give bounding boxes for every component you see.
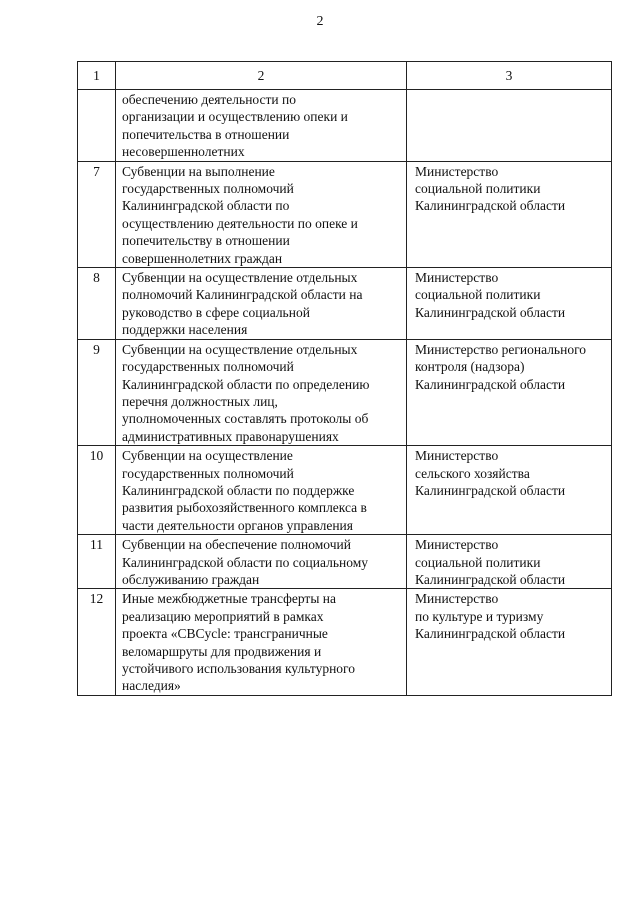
description-line: Субвенции на осуществление отдельных	[122, 270, 358, 286]
table-row	[78, 589, 612, 695]
row-number: 10	[78, 446, 116, 535]
row-number: 12	[78, 589, 116, 695]
ministry-line: социальной политики	[415, 554, 541, 570]
ministry-cell	[407, 446, 612, 535]
description-line: Субвенции на выполнение	[122, 163, 275, 179]
ministry-line: Калининградской области	[415, 482, 566, 498]
description-line: несовершеннолетних	[122, 144, 245, 160]
description-line: перечня должностных лиц,	[122, 393, 278, 409]
subsidy-description	[116, 446, 407, 535]
ministry-line: Министерство регионального	[415, 341, 587, 357]
description-line: совершеннолетних граждан	[122, 250, 283, 266]
description-line: устойчивого использования культурного	[122, 661, 355, 676]
description-line: попечительства в отношении	[122, 126, 290, 142]
description-line: обслуживанию граждан	[122, 571, 260, 587]
description-line: обеспечению деятельности по	[122, 92, 296, 107]
row-number: 8	[78, 268, 116, 340]
description-line: Иные межбюджетные трансферты на	[122, 591, 336, 607]
description-line: осуществлению деятельности по опеке и	[122, 215, 358, 231]
subsidy-description	[116, 161, 407, 267]
description-line: административных правонарушениях	[122, 428, 339, 444]
table-row	[78, 90, 612, 162]
budget-table	[77, 61, 612, 696]
description-line: руководство в сфере социальной	[122, 304, 310, 320]
subsidy-description	[116, 535, 407, 589]
ministry-line: контроля (надзора)	[415, 359, 525, 375]
ministry-line: Министерство	[415, 448, 499, 464]
table-header-row	[78, 62, 612, 90]
description-line: государственных полномочий	[122, 181, 294, 197]
description-line: наследия»	[122, 678, 181, 694]
description-line: государственных полномочий	[122, 465, 294, 481]
description-line: проекта «CBCycle: трансграничные	[122, 626, 328, 642]
ministry-line: Министерство	[415, 537, 499, 553]
row-number: 7	[78, 161, 116, 267]
description-line: государственных полномочий	[122, 359, 294, 375]
ministry-line: социальной политики	[415, 181, 541, 197]
description-line: Субвенции на осуществление	[122, 448, 293, 464]
column-header-3: 3	[407, 62, 612, 90]
ministry-cell	[407, 535, 612, 589]
ministry-line: Министерство	[415, 591, 499, 607]
table-row	[78, 268, 612, 340]
ministry-cell	[407, 589, 612, 695]
ministry-cell	[407, 339, 612, 445]
table-row	[78, 535, 612, 589]
subsidy-description	[116, 339, 407, 445]
description-line: веломаршруты для продвижения и	[122, 643, 322, 659]
description-line: уполномоченных составлять протоколы об	[122, 411, 369, 427]
description-line: Калининградской области по определению	[122, 376, 370, 392]
table-row	[78, 446, 612, 535]
description-line: организации и осуществлению опеки и	[122, 109, 348, 125]
ministry-line: сельского хозяйства	[415, 465, 530, 481]
ministry-line: Калининградской области	[415, 626, 566, 642]
description-line: Субвенции на осуществление отдельных	[122, 341, 358, 357]
ministry-line: социальной политики	[415, 287, 541, 303]
description-line: Калининградской области по поддержке	[122, 482, 355, 498]
description-line: поддержки населения	[122, 322, 248, 338]
subsidy-description	[116, 268, 407, 340]
row-number: 11	[78, 535, 116, 589]
table-row	[78, 339, 612, 445]
row-number	[78, 90, 116, 162]
column-header-1: 1	[78, 62, 116, 90]
subsidy-description	[116, 589, 407, 695]
row-number: 9	[78, 339, 116, 445]
description-line: части деятельности органов управления	[122, 517, 353, 533]
subsidy-description	[116, 90, 407, 162]
description-line: реализацию мероприятий в рамках	[122, 608, 324, 624]
description-line: полномочий Калининградской области на	[122, 287, 363, 303]
ministry-line: Калининградской области	[415, 304, 566, 320]
ministry-line: Министерство	[415, 270, 499, 286]
ministry-line: Калининградской области	[415, 198, 566, 214]
ministry-line: Калининградской области	[415, 571, 566, 587]
table-row	[78, 161, 612, 267]
description-line: Калининградской области по	[122, 198, 290, 214]
page-number: 2	[316, 14, 324, 29]
description-line: попечительству в отношении	[122, 233, 290, 249]
ministry-cell	[407, 90, 612, 162]
description-line: Калининградской области по социальному	[122, 554, 368, 570]
ministry-cell	[407, 161, 612, 267]
ministry-line: по культуре и туризму	[415, 608, 544, 624]
ministry-cell	[407, 268, 612, 340]
ministry-line: Калининградской области	[415, 376, 566, 392]
column-header-2: 2	[116, 62, 407, 90]
description-line: развития рыбохозяйственного комплекса в	[122, 500, 367, 516]
description-line: Субвенции на обеспечение полномочий	[122, 537, 351, 553]
ministry-line: Министерство	[415, 163, 499, 179]
